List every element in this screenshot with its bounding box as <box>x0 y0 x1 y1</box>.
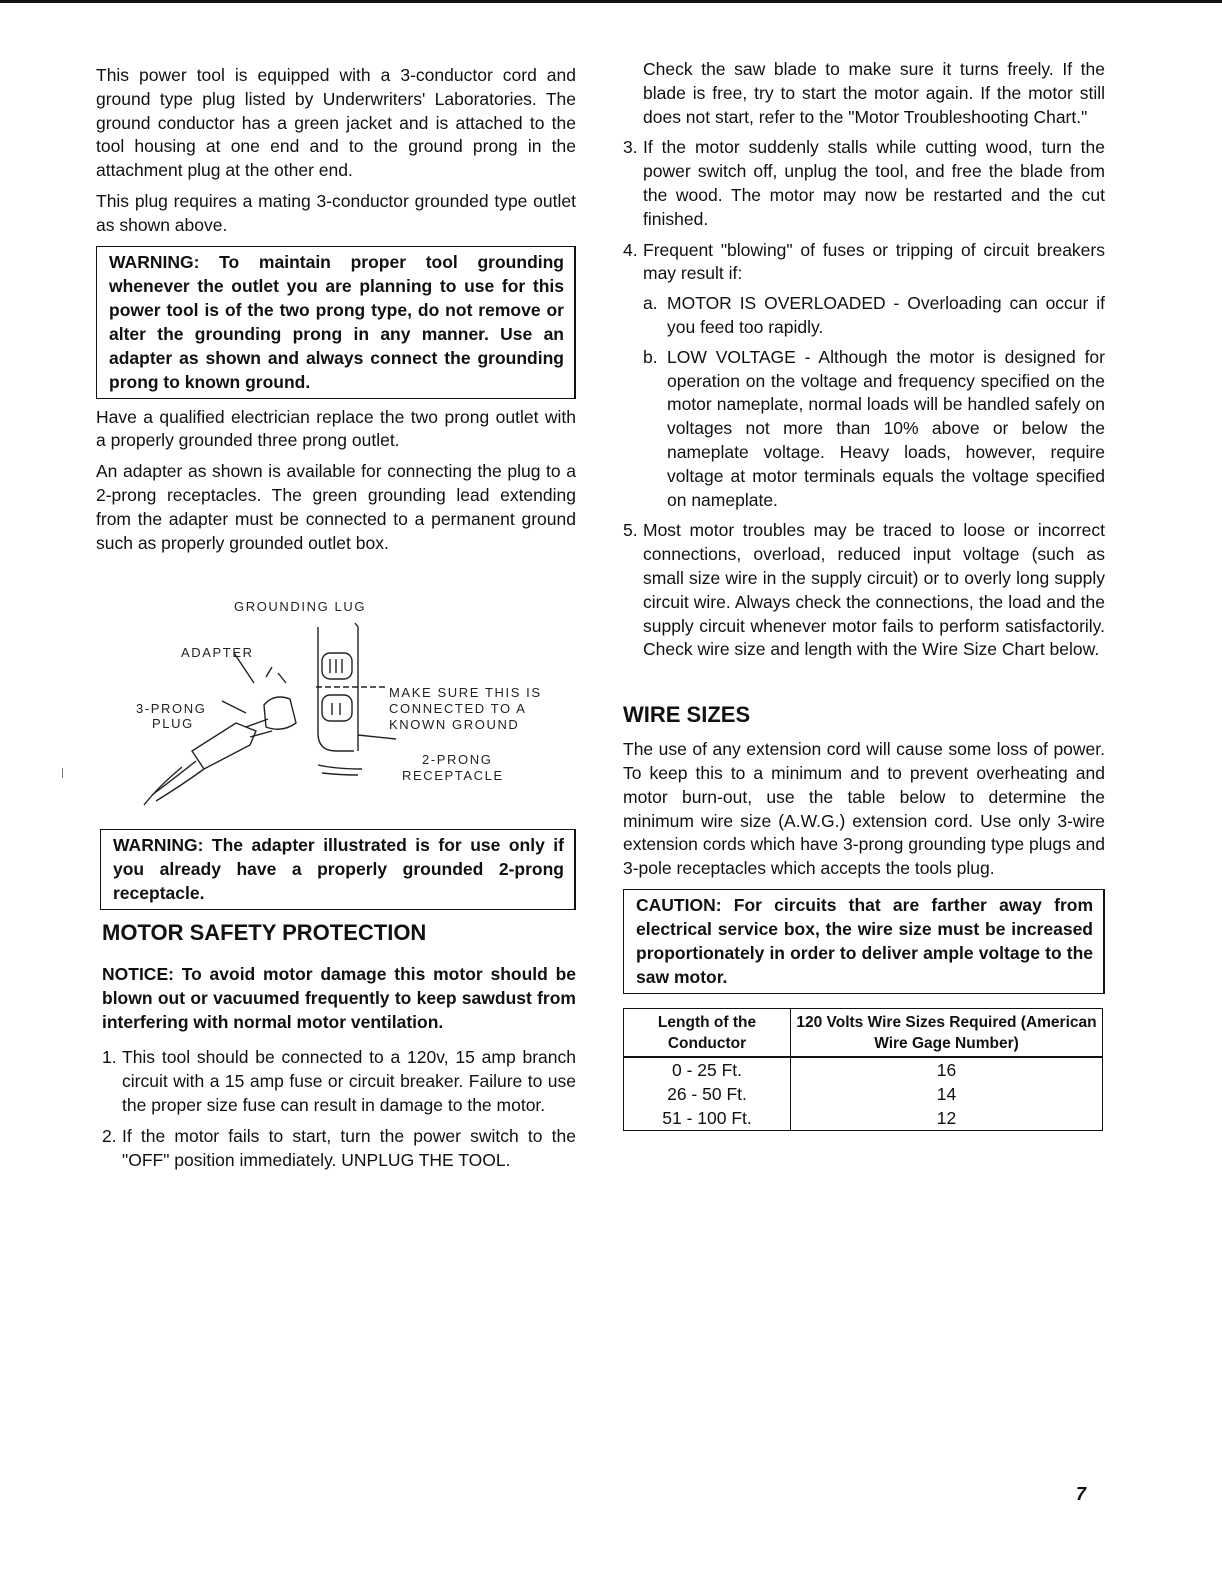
motor-notice: NOTICE: To avoid motor damage this motor should be blown out or vacuumed frequently to keep sawdust from interfering with normal motor ventilation. <box>102 964 576 1033</box>
motor-safety-heading: MOTOR SAFETY PROTECTION <box>102 920 427 946</box>
item-text: If the motor suddenly stalls while cutting wood, turn the power switch off, unplug the tool, and free the blade from the wood. The motor may now be restarted and the cut finished. <box>643 137 1105 229</box>
item-number: 3. <box>623 137 638 158</box>
item-letter: b. <box>643 346 658 367</box>
item-letter: a. <box>643 293 658 314</box>
cell-gage: 14 <box>936 1083 957 1104</box>
motor-item-2 <box>102 1125 576 1173</box>
label-connected-to: CONNECTED TO A <box>389 701 527 717</box>
motor-item-4b <box>643 346 1105 513</box>
label-2-prong: 2-PRONG <box>422 752 493 768</box>
intro-paragraph: This power tool is equipped with a 3-conductor cord and ground type plug listed by Underwriters' Laboratories. The ground conductor has a green jacket and is attached to the tool housing at one end and to the ground prong in the attachment plug at the other end. <box>96 65 576 181</box>
grounding-adapter-diagram <box>96 555 576 895</box>
motor-item-5 <box>623 519 1105 662</box>
top-border-line <box>0 0 1222 3</box>
table-row <box>624 1057 1103 1082</box>
label-make-sure: MAKE SURE THIS IS <box>389 685 542 701</box>
header-gage: 120 Volts Wire Sizes Required (American Wire Gage Number) <box>791 1008 1103 1057</box>
table-row <box>624 1082 1103 1106</box>
item-number: 4. <box>623 239 638 260</box>
header-length: Length of the Conductor <box>624 1008 791 1057</box>
scan-mark <box>62 768 63 778</box>
cell-length: 51 - 100 Ft. <box>624 1106 791 1131</box>
item-text: This tool should be connected to a 120v, 15 amp branch circuit with a 15 amp fuse or circuit breaker. Failure to use the proper size fuse can result in damage to the motor. <box>122 1047 576 1115</box>
cell-length: 0 - 25 Ft. <box>624 1057 791 1082</box>
label-3-prong: 3-PRONG <box>136 701 207 717</box>
item-number: 5. <box>623 520 638 541</box>
item-2-continued: Check the saw blade to make sure it turns freely. If the blade is free, try to start the motor again. If the motor still does not start, refer to the "Motor Troubleshooting Chart." <box>643 59 1105 127</box>
table-header-row <box>624 1008 1103 1057</box>
caution-box: CAUTION: For circuits that are farther away from electrical service box, the wire size must be increased proportionately in order to deliver ample voltage to the saw motor. <box>623 889 1105 994</box>
motor-item-1 <box>102 1046 576 1117</box>
wire-sizes-paragraph: The use of any extension cord will cause some loss of power. To keep this to a minimum and to prevent overheating and motor burn-out, use the table below to determine the minimum wire size (A.W.G.) extension cord. Use only 3-wire extension cords which have 3-prong grounding type plugs and 3-pole receptacles which accepts the tools plug. <box>623 739 1105 879</box>
item-text: If the motor fails to start, turn the power switch to the "OFF" position immediately. UNPLUG THE TOOL. <box>122 1125 576 1170</box>
motor-item-4 <box>623 239 1105 287</box>
right-column <box>623 58 1105 1131</box>
label-adapter: ADAPTER <box>181 645 254 661</box>
item-text: Frequent "blowing" of fuses or tripping of circuit breakers may result if: <box>643 239 1105 284</box>
item-number: 2. <box>102 1125 117 1146</box>
wire-size-table <box>623 1008 1103 1131</box>
page-number: 7 <box>1076 1484 1087 1504</box>
item-text: MOTOR IS OVERLOADED - Overloading can occur if you feed too rapidly. <box>667 293 1105 337</box>
label-known-ground: KNOWN GROUND <box>389 717 520 733</box>
cell-gage: 12 <box>936 1107 957 1128</box>
table-row <box>624 1106 1103 1131</box>
adapter-paragraph: An adapter as shown is available for connecting the plug to a 2-prong receptacles. The green grounding lead extending from the adapter must be connected to a permanent ground such as properly grounded outlet box. <box>96 461 576 553</box>
left-column <box>96 64 576 1172</box>
cell-gage: 16 <box>936 1059 957 1080</box>
grounding-warning-box: WARNING: To maintain proper tool grounding whenever the outlet you are planning to use for this power tool is of the two prong type, do not remove or alter the grounding prong in any manner. Use an adapter as shown and always connect the grounding prong to known ground. <box>96 246 576 399</box>
label-plug: PLUG <box>152 716 194 732</box>
motor-item-3 <box>623 136 1105 231</box>
motor-item-4a <box>643 292 1105 340</box>
cell-length: 26 - 50 Ft. <box>624 1082 791 1106</box>
label-receptacle: RECEPTACLE <box>402 768 504 784</box>
item-number: 1. <box>102 1047 117 1068</box>
label-grounding-lug: GROUNDING LUG <box>234 599 367 615</box>
adapter-warning-box: WARNING: The adapter illustrated is for use only if you already have a properly grounded 2-prong receptacle. <box>100 829 576 910</box>
electrician-paragraph: Have a qualified electrician replace the two prong outlet with a properly grounded three prong outlet. <box>96 406 576 451</box>
item-text: LOW VOLTAGE - Although the motor is designed for operation on the voltage and frequency specified on the motor nameplate, normal loads will be handled safely on voltages not more than 10% above or below the nameplate voltage. Heavy loads, however, require voltage at motor terminals equals the voltage specified on nameplate. <box>667 346 1105 510</box>
intro-paragraph-2: This plug requires a mating 3-conductor grounded type outlet as shown above. <box>96 190 576 235</box>
wire-sizes-heading: WIRE SIZES <box>623 702 751 728</box>
item-text: Most motor troubles may be traced to loose or incorrect connections, overload, reduced input voltage (such as small size wire in the supply circuit) or to overly long supply circuit wire. Always check the connections, the load and the supply circuit whenever motor fails to perform satisfactorily. Check wire size and length with the Wire Size Chart below. <box>643 520 1105 660</box>
